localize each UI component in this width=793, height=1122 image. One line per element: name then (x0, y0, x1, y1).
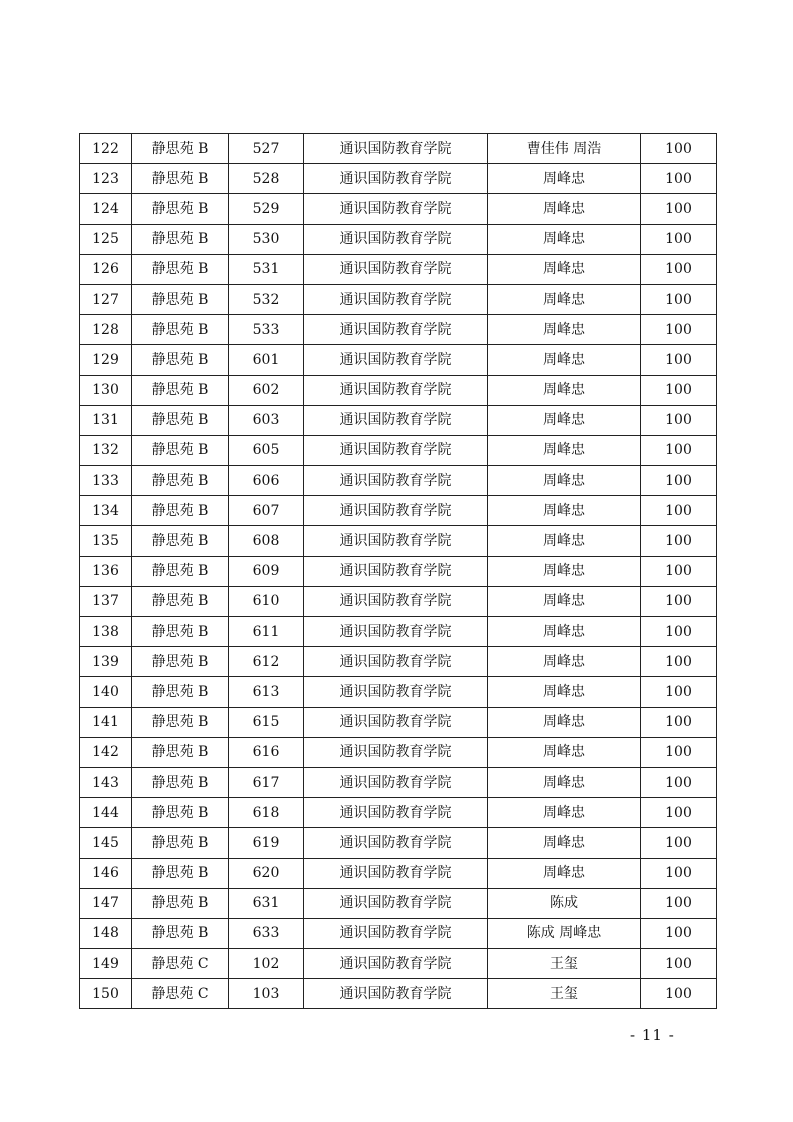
building-cell: 静思苑 B (132, 828, 229, 858)
college-cell: 通识国防教育学院 (304, 134, 488, 164)
counselor-cell: 周峰忠 (488, 345, 641, 375)
college-cell: 通识国防教育学院 (304, 586, 488, 616)
room-cell: 529 (229, 194, 304, 224)
room-cell: 615 (229, 707, 304, 737)
row-index-cell: 136 (80, 556, 132, 586)
row-index-cell: 150 (80, 979, 132, 1009)
counselor-cell: 周峰忠 (488, 284, 641, 314)
row-index-cell: 140 (80, 677, 132, 707)
room-cell: 603 (229, 405, 304, 435)
room-cell: 605 (229, 435, 304, 465)
college-cell: 通识国防教育学院 (304, 828, 488, 858)
college-cell: 通识国防教育学院 (304, 888, 488, 918)
score-cell: 100 (641, 798, 717, 828)
college-cell: 通识国防教育学院 (304, 737, 488, 767)
table-row (80, 798, 717, 828)
row-index-cell: 139 (80, 647, 132, 677)
building-cell: 静思苑 B (132, 284, 229, 314)
building-cell: 静思苑 B (132, 858, 229, 888)
score-cell: 100 (641, 979, 717, 1009)
row-index-cell: 133 (80, 466, 132, 496)
room-cell: 528 (229, 164, 304, 194)
table-row (80, 918, 717, 948)
score-cell: 100 (641, 949, 717, 979)
building-cell: 静思苑 B (132, 707, 229, 737)
building-cell: 静思苑 B (132, 224, 229, 254)
college-cell: 通识国防教育学院 (304, 949, 488, 979)
table-row (80, 556, 717, 586)
table-row (80, 194, 717, 224)
counselor-cell: 王玺 (488, 979, 641, 1009)
counselor-cell: 周峰忠 (488, 828, 641, 858)
room-cell: 102 (229, 949, 304, 979)
row-index-cell: 143 (80, 767, 132, 797)
college-cell: 通识国防教育学院 (304, 677, 488, 707)
building-cell: 静思苑 B (132, 345, 229, 375)
counselor-cell: 陈成 (488, 888, 641, 918)
college-cell: 通识国防教育学院 (304, 556, 488, 586)
counselor-cell: 周峰忠 (488, 617, 641, 647)
table-row (80, 375, 717, 405)
row-index-cell: 147 (80, 888, 132, 918)
counselor-cell: 周峰忠 (488, 767, 641, 797)
counselor-cell: 周峰忠 (488, 164, 641, 194)
college-cell: 通识国防教育学院 (304, 858, 488, 888)
score-cell: 100 (641, 134, 717, 164)
college-cell: 通识国防教育学院 (304, 435, 488, 465)
college-cell: 通识国防教育学院 (304, 405, 488, 435)
table-row (80, 617, 717, 647)
building-cell: 静思苑 B (132, 405, 229, 435)
score-cell: 100 (641, 466, 717, 496)
room-cell: 532 (229, 284, 304, 314)
counselor-cell: 周峰忠 (488, 737, 641, 767)
room-cell: 610 (229, 586, 304, 616)
row-index-cell: 131 (80, 405, 132, 435)
building-cell: 静思苑 B (132, 496, 229, 526)
counselor-cell: 周峰忠 (488, 647, 641, 677)
building-cell: 静思苑 B (132, 435, 229, 465)
counselor-cell: 周峰忠 (488, 496, 641, 526)
row-index-cell: 126 (80, 254, 132, 284)
room-cell: 612 (229, 647, 304, 677)
college-cell: 通识国防教育学院 (304, 375, 488, 405)
building-cell: 静思苑 B (132, 254, 229, 284)
row-index-cell: 145 (80, 828, 132, 858)
table-row (80, 707, 717, 737)
counselor-cell: 周峰忠 (488, 707, 641, 737)
table-row (80, 224, 717, 254)
score-cell: 100 (641, 617, 717, 647)
score-cell: 100 (641, 375, 717, 405)
college-cell: 通识国防教育学院 (304, 767, 488, 797)
table-row (80, 164, 717, 194)
row-index-cell: 130 (80, 375, 132, 405)
row-index-cell: 127 (80, 284, 132, 314)
table-row (80, 677, 717, 707)
college-cell: 通识国防教育学院 (304, 798, 488, 828)
room-cell: 633 (229, 918, 304, 948)
row-index-cell: 146 (80, 858, 132, 888)
score-cell: 100 (641, 828, 717, 858)
table-row (80, 284, 717, 314)
table-row (80, 466, 717, 496)
room-cell: 631 (229, 888, 304, 918)
counselor-cell: 周峰忠 (488, 677, 641, 707)
building-cell: 静思苑 B (132, 164, 229, 194)
table-row (80, 767, 717, 797)
row-index-cell: 144 (80, 798, 132, 828)
table-row (80, 647, 717, 677)
score-cell: 100 (641, 767, 717, 797)
score-cell: 100 (641, 858, 717, 888)
building-cell: 静思苑 B (132, 647, 229, 677)
room-cell: 103 (229, 979, 304, 1009)
building-cell: 静思苑 B (132, 556, 229, 586)
row-index-cell: 129 (80, 345, 132, 375)
table-row (80, 737, 717, 767)
counselor-cell: 王玺 (488, 949, 641, 979)
row-index-cell: 137 (80, 586, 132, 616)
room-cell: 533 (229, 315, 304, 345)
row-index-cell: 135 (80, 526, 132, 556)
table-row (80, 435, 717, 465)
counselor-cell: 陈成 周峰忠 (488, 918, 641, 948)
college-cell: 通识国防教育学院 (304, 647, 488, 677)
college-cell: 通识国防教育学院 (304, 284, 488, 314)
room-cell: 609 (229, 556, 304, 586)
table-row (80, 979, 717, 1009)
row-index-cell: 134 (80, 496, 132, 526)
score-cell: 100 (641, 194, 717, 224)
building-cell: 静思苑 B (132, 194, 229, 224)
counselor-cell: 周峰忠 (488, 315, 641, 345)
counselor-cell: 周峰忠 (488, 405, 641, 435)
score-cell: 100 (641, 526, 717, 556)
row-index-cell: 148 (80, 918, 132, 948)
building-cell: 静思苑 B (132, 617, 229, 647)
room-cell: 530 (229, 224, 304, 254)
row-index-cell: 123 (80, 164, 132, 194)
counselor-cell: 周峰忠 (488, 375, 641, 405)
dormitory-score-table (79, 133, 717, 1009)
score-cell: 100 (641, 586, 717, 616)
building-cell: 静思苑 B (132, 134, 229, 164)
table-row (80, 526, 717, 556)
table-row (80, 134, 717, 164)
room-cell: 601 (229, 345, 304, 375)
room-cell: 618 (229, 798, 304, 828)
college-cell: 通识国防教育学院 (304, 164, 488, 194)
room-cell: 611 (229, 617, 304, 647)
score-cell: 100 (641, 707, 717, 737)
table-row (80, 254, 717, 284)
row-index-cell: 122 (80, 134, 132, 164)
score-cell: 100 (641, 254, 717, 284)
score-cell: 100 (641, 284, 717, 314)
room-cell: 531 (229, 254, 304, 284)
score-cell: 100 (641, 556, 717, 586)
score-cell: 100 (641, 737, 717, 767)
score-cell: 100 (641, 918, 717, 948)
college-cell: 通识国防教育学院 (304, 254, 488, 284)
room-cell: 613 (229, 677, 304, 707)
row-index-cell: 124 (80, 194, 132, 224)
room-cell: 606 (229, 466, 304, 496)
room-cell: 617 (229, 767, 304, 797)
score-cell: 100 (641, 164, 717, 194)
college-cell: 通识国防教育学院 (304, 315, 488, 345)
row-index-cell: 141 (80, 707, 132, 737)
college-cell: 通识国防教育学院 (304, 918, 488, 948)
table-row (80, 858, 717, 888)
counselor-cell: 周峰忠 (488, 798, 641, 828)
score-cell: 100 (641, 405, 717, 435)
building-cell: 静思苑 B (132, 798, 229, 828)
counselor-cell: 周峰忠 (488, 224, 641, 254)
row-index-cell: 142 (80, 737, 132, 767)
counselor-cell: 周峰忠 (488, 466, 641, 496)
room-cell: 602 (229, 375, 304, 405)
college-cell: 通识国防教育学院 (304, 224, 488, 254)
building-cell: 静思苑 B (132, 466, 229, 496)
row-index-cell: 149 (80, 949, 132, 979)
building-cell: 静思苑 B (132, 677, 229, 707)
counselor-cell: 曹佳伟 周浩 (488, 134, 641, 164)
building-cell: 静思苑 C (132, 979, 229, 1009)
college-cell: 通识国防教育学院 (304, 526, 488, 556)
building-cell: 静思苑 B (132, 918, 229, 948)
table-row (80, 828, 717, 858)
table-row (80, 949, 717, 979)
building-cell: 静思苑 C (132, 949, 229, 979)
table-row (80, 496, 717, 526)
score-cell: 100 (641, 496, 717, 526)
score-cell: 100 (641, 345, 717, 375)
college-cell: 通识国防教育学院 (304, 345, 488, 375)
row-index-cell: 125 (80, 224, 132, 254)
college-cell: 通识国防教育学院 (304, 496, 488, 526)
college-cell: 通识国防教育学院 (304, 617, 488, 647)
building-cell: 静思苑 B (132, 737, 229, 767)
building-cell: 静思苑 B (132, 888, 229, 918)
score-cell: 100 (641, 224, 717, 254)
row-index-cell: 128 (80, 315, 132, 345)
room-cell: 607 (229, 496, 304, 526)
college-cell: 通识国防教育学院 (304, 707, 488, 737)
page-number: - 11 - (630, 1026, 675, 1044)
score-cell: 100 (641, 888, 717, 918)
building-cell: 静思苑 B (132, 767, 229, 797)
college-cell: 通识国防教育学院 (304, 466, 488, 496)
counselor-cell: 周峰忠 (488, 556, 641, 586)
building-cell: 静思苑 B (132, 586, 229, 616)
row-index-cell: 138 (80, 617, 132, 647)
table-row (80, 315, 717, 345)
table-row (80, 345, 717, 375)
counselor-cell: 周峰忠 (488, 526, 641, 556)
building-cell: 静思苑 B (132, 375, 229, 405)
counselor-cell: 周峰忠 (488, 194, 641, 224)
building-cell: 静思苑 B (132, 315, 229, 345)
table-row (80, 888, 717, 918)
row-index-cell: 132 (80, 435, 132, 465)
room-cell: 620 (229, 858, 304, 888)
counselor-cell: 周峰忠 (488, 858, 641, 888)
counselor-cell: 周峰忠 (488, 586, 641, 616)
room-cell: 616 (229, 737, 304, 767)
score-cell: 100 (641, 677, 717, 707)
building-cell: 静思苑 B (132, 526, 229, 556)
college-cell: 通识国防教育学院 (304, 979, 488, 1009)
score-cell: 100 (641, 315, 717, 345)
table-body (80, 134, 717, 1009)
counselor-cell: 周峰忠 (488, 254, 641, 284)
room-cell: 619 (229, 828, 304, 858)
college-cell: 通识国防教育学院 (304, 194, 488, 224)
room-cell: 527 (229, 134, 304, 164)
table-row (80, 405, 717, 435)
table-row (80, 586, 717, 616)
room-cell: 608 (229, 526, 304, 556)
counselor-cell: 周峰忠 (488, 435, 641, 465)
score-cell: 100 (641, 435, 717, 465)
score-cell: 100 (641, 647, 717, 677)
